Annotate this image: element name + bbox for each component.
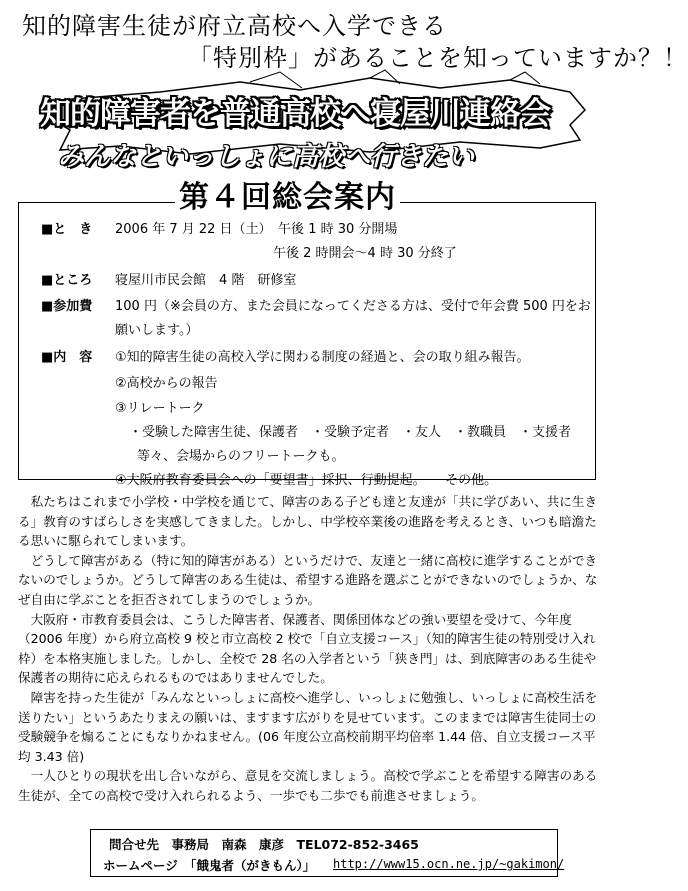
body-paragraph: どうして障害がある（特に知的障害がある）というだけで、友達と一緒に高校に進学することができないのでしょうか。どうして障害のある生徒は、希望する進路を選ぶことができないのでしょうか、なぜ自由に学ぶことを拒否されてしまうのでしょうか。 bbox=[18, 552, 598, 607]
content-item: ・受験した障害生徒、保護者 ・受験予定者 ・友人 ・教職員 ・支援者 bbox=[129, 425, 572, 440]
fee-label: ■参加費 bbox=[41, 299, 93, 314]
content-label: ■内 容 bbox=[41, 350, 93, 365]
body-paragraph: 大阪府・市教育委員会は、こうした障害者、保護者、関係団体などの強い要望を受けて、今年度（2006 年度）から府立高校 9 校と市立高校 2 校で「自立支援コース」（知的障害生徒の特別受け入れ枠）を本格実施しました。しかし、全校で 28 名の入学者という「狭き門」は、到底障害のある生徒や保護者の期待に応えられるものではありませんでした。 bbox=[18, 611, 597, 686]
homepage-label: ホームページ 「餓鬼者（がきもん）」 bbox=[103, 858, 316, 873]
fee-value-cont: 願いします。） bbox=[115, 323, 199, 338]
time-value: 午後 2 時開会～4 時 30 分終了 bbox=[273, 246, 457, 261]
banner-title: 知的障害者を普通高校へ寝屋川連絡会 bbox=[40, 96, 550, 132]
content-item: 等々、会場からのフリートークも。 bbox=[137, 449, 345, 464]
fee-value: 100 円（※会員の方、また会員になってくださる方は、受付で年会費 500 円をお bbox=[115, 299, 591, 314]
intro-line-2: 「特別枠」があることを知っていますか？！ bbox=[188, 44, 688, 72]
content-item: ④大阪府教育委員会への「要望書」採択、行動提起。 その他。 bbox=[115, 473, 498, 488]
intro-line-1: 知的障害生徒が府立高校へ入学できる bbox=[22, 12, 447, 40]
body-paragraph: 障害を持った生徒が「みんなといっしょに高校へ進学し、いっしょに勉強し、いっしょに高校生活を送りたい」というあたりまえの願いは、ますます広がりを見せています。このままでは障害生徒同士の受験競争を煽ることにもなりかねません。(06 年度公立高校前期平均倍率 1.44 倍、自立支援コース平均 3.43 倍) bbox=[18, 689, 598, 764]
meeting-info-box bbox=[18, 202, 596, 488]
contact-box bbox=[90, 829, 565, 877]
body-text bbox=[18, 492, 600, 806]
homepage-link[interactable]: http://www15.ocn.ne.jp/~gakimon/ bbox=[333, 857, 565, 871]
body-paragraph: 私たちはこれまで小学校・中学校を通じて、障害のある子ども達と友達が「共に学びあい、共に生きる」教育のすばらしさを実感してきました。しかし、中学校卒業後の進路を考えるとき、いつも暗澹たる思いに駆られてしまいます。 bbox=[18, 494, 598, 549]
banner-subtitle: みんなといっしょに高校へ行きたい bbox=[58, 142, 475, 172]
content-item: ①知的障害生徒の高校入学に関わる制度の経過と、会の取り組み報告。 bbox=[115, 350, 530, 365]
place-value: 寝屋川市民会館 4 階 研修室 bbox=[115, 273, 297, 288]
content-item: ③リレートーク bbox=[115, 401, 205, 416]
place-label: ■ところ bbox=[41, 273, 93, 288]
date-value: 2006 年 7 月 22 日（土） 午後 1 時 30 分開場 bbox=[115, 222, 398, 237]
body-paragraph: 一人ひとりの現状を出し合いながら、意見を交流しましょう。高校で学ぶことを希望する障害のある生徒が、全ての高校で受け入れられるよう、一歩でも二歩でも前進させましょう。 bbox=[18, 768, 598, 803]
meeting-title: 第４回総会案内 bbox=[175, 172, 400, 216]
date-label: ■と き bbox=[41, 222, 93, 237]
contact-line: 問合せ先 事務局 南森 康彦 TEL072-852-3465 bbox=[109, 837, 419, 852]
content-item: ②高校からの報告 bbox=[115, 376, 218, 391]
